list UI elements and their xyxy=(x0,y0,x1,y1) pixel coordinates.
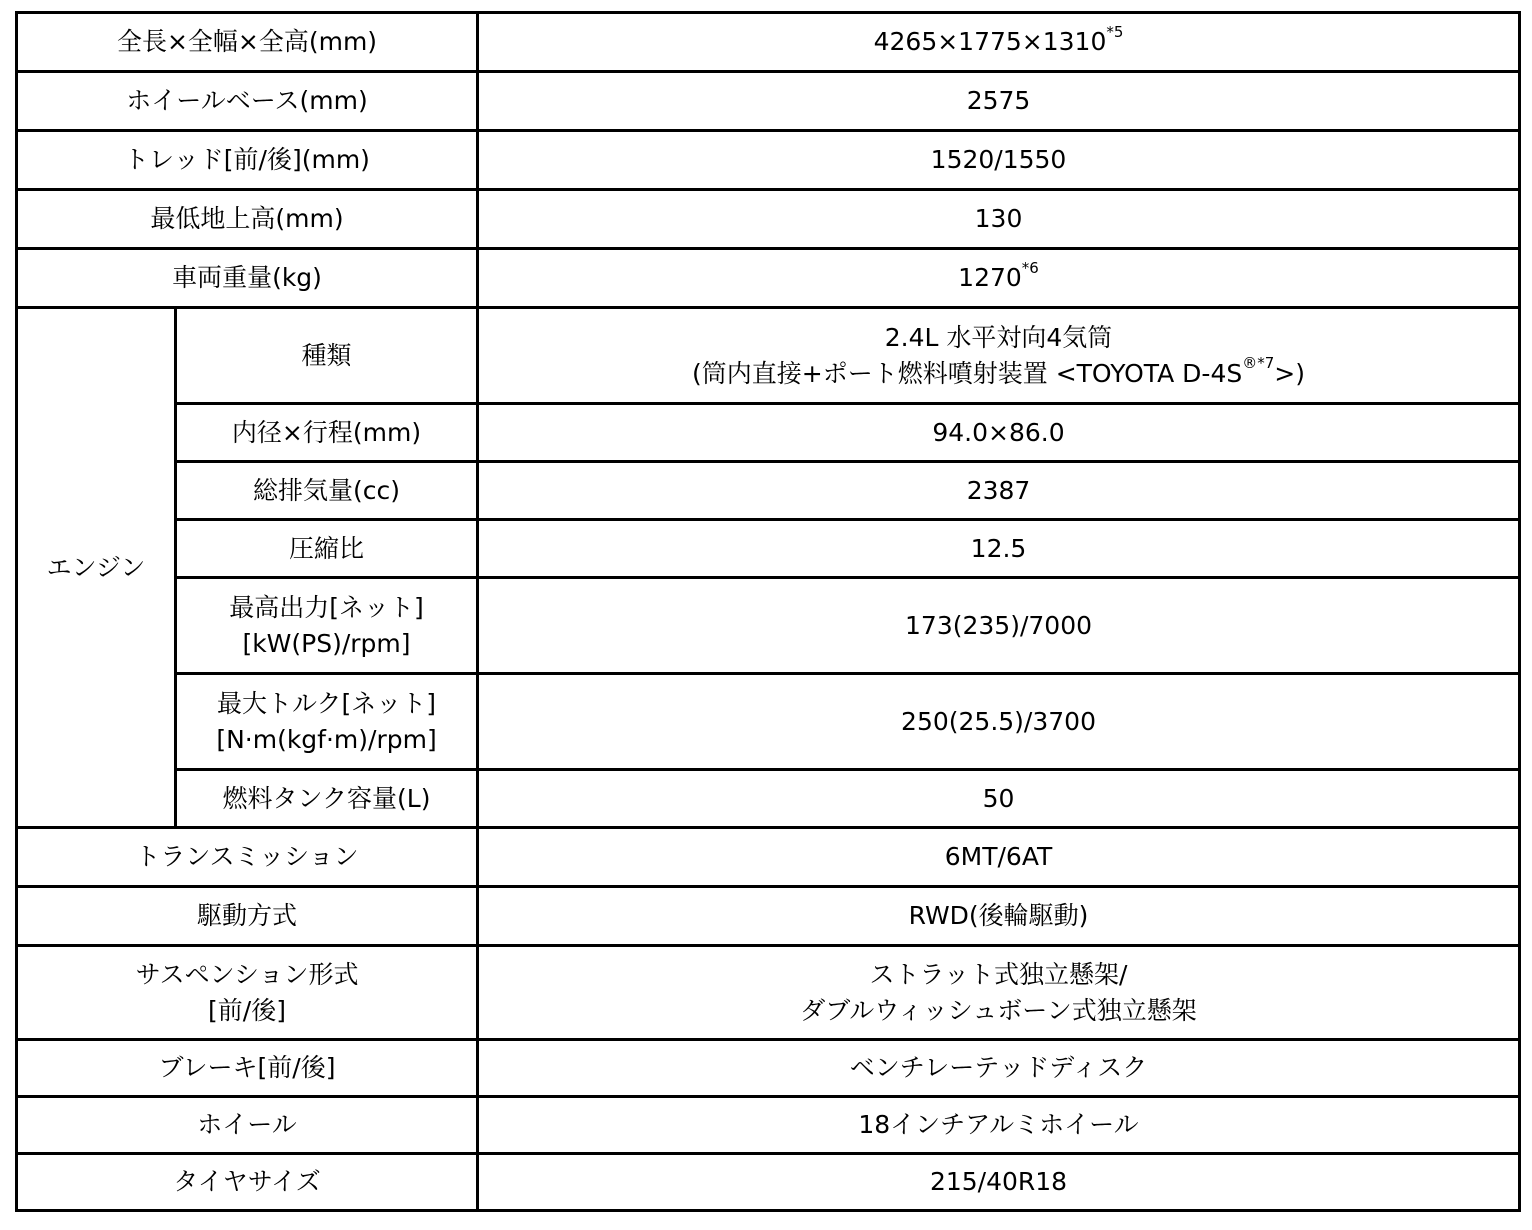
engine-type-value-line2 xyxy=(479,356,1518,392)
row-value xyxy=(478,520,1520,578)
bore-stroke-label: 内径×行程(mm) xyxy=(231,417,422,447)
row-label xyxy=(17,72,478,131)
row-value xyxy=(478,578,1520,674)
footnote-mark: *6 xyxy=(1021,258,1039,277)
footnote-mark: ®*7 xyxy=(1242,354,1275,373)
tread-value: 1520/1550 xyxy=(930,145,1067,174)
max-torque-label-line1: 最大トルク[ネット] xyxy=(217,688,437,718)
compression-label: 圧縮比 xyxy=(289,533,365,563)
row-value xyxy=(478,404,1520,462)
table-row xyxy=(17,946,1520,1040)
suspension-value-line2: ダブルウィッシュボーン式独立懸架 xyxy=(800,995,1197,1025)
row-label xyxy=(17,1154,478,1211)
row-value xyxy=(478,131,1520,190)
transmission-value: 6MT/6AT xyxy=(944,842,1053,871)
row-label xyxy=(176,674,478,770)
row-value xyxy=(478,887,1520,946)
wheelbase-value: 2575 xyxy=(966,86,1031,115)
table-row xyxy=(17,190,1520,249)
table-row xyxy=(17,578,1520,674)
table-row xyxy=(17,13,1520,72)
row-label xyxy=(17,131,478,190)
table-row xyxy=(17,404,1520,462)
ground-clearance-value: 130 xyxy=(974,204,1023,233)
row-label xyxy=(17,1097,478,1154)
brake-value: ベンチレーテッドディスク xyxy=(849,1053,1148,1082)
spec-table xyxy=(15,11,1521,1212)
row-label xyxy=(176,308,478,404)
wheelbase-label: ホイールベース(mm) xyxy=(126,86,368,115)
engine-type-value-line2-text: (筒内直接+ポート燃料噴射装置 <TOYOTA D-4S xyxy=(692,358,1243,388)
bore-stroke-value: 94.0×86.0 xyxy=(932,417,1065,447)
engine-type-label: 種類 xyxy=(301,340,352,370)
dimensions-value: 4265×1775×1310 xyxy=(873,27,1107,56)
engine-group-label xyxy=(17,308,176,828)
suspension-value-line1: ストラット式独立懸架/ xyxy=(869,959,1128,989)
engine-label: エンジン xyxy=(46,552,146,582)
weight-value: 1270 xyxy=(958,263,1022,292)
wheel-value: 18インチアルミホイール xyxy=(858,1110,1139,1139)
drive-label: 駆動方式 xyxy=(197,901,298,930)
row-value xyxy=(478,308,1520,404)
engine-type-value-line1: 2.4L 水平対向4気筒 xyxy=(884,322,1113,352)
brake-label: ブレーキ[前/後] xyxy=(158,1053,336,1082)
row-label xyxy=(17,1040,478,1097)
row-label xyxy=(17,13,478,72)
table-row xyxy=(17,249,1520,308)
row-value xyxy=(478,828,1520,887)
row-value xyxy=(478,249,1520,308)
row-value xyxy=(478,1040,1520,1097)
displacement-value: 2387 xyxy=(966,475,1031,505)
row-label xyxy=(176,578,478,674)
table-row xyxy=(17,462,1520,520)
table-row xyxy=(17,72,1520,131)
table-row xyxy=(17,674,1520,770)
compression-value: 12.5 xyxy=(970,533,1027,563)
table-row xyxy=(17,770,1520,828)
max-torque-label-line2: [N·m(kgf·m)/rpm] xyxy=(216,724,437,754)
table-row xyxy=(17,520,1520,578)
row-label xyxy=(176,404,478,462)
row-label xyxy=(17,190,478,249)
row-label xyxy=(176,770,478,828)
table-row xyxy=(17,1040,1520,1097)
max-torque-value: 250(25.5)/3700 xyxy=(901,706,1096,736)
weight-label: 車両重量(kg) xyxy=(172,263,322,292)
table-row xyxy=(17,828,1520,887)
engine-type-value-line2-end: >) xyxy=(1274,358,1305,388)
transmission-label: トランスミッション xyxy=(135,842,359,871)
row-label xyxy=(17,887,478,946)
tire-size-label: タイヤサイズ xyxy=(173,1167,321,1196)
ground-clearance-label: 最低地上高(mm) xyxy=(150,204,344,233)
row-value xyxy=(478,72,1520,131)
tire-size-value: 215/40R18 xyxy=(929,1167,1068,1196)
suspension-label-line2: [前/後] xyxy=(208,995,286,1025)
row-value xyxy=(478,1154,1520,1211)
table-row xyxy=(17,308,1520,404)
row-label xyxy=(17,249,478,308)
table-row xyxy=(17,887,1520,946)
dimensions-label: 全長×全幅×全高(mm) xyxy=(116,27,378,56)
wheel-label: ホイール xyxy=(197,1110,297,1139)
table-row xyxy=(17,131,1520,190)
table-row xyxy=(17,1154,1520,1211)
table-row xyxy=(17,1097,1520,1154)
row-value xyxy=(478,946,1520,1040)
row-value xyxy=(478,462,1520,520)
footnote-mark: *5 xyxy=(1106,22,1124,41)
row-value xyxy=(478,13,1520,72)
row-value xyxy=(478,190,1520,249)
row-label xyxy=(176,462,478,520)
tread-label: トレッド[前/後](mm) xyxy=(124,145,370,174)
row-value xyxy=(478,1097,1520,1154)
row-value xyxy=(478,674,1520,770)
row-label xyxy=(176,520,478,578)
row-label xyxy=(17,828,478,887)
fuel-tank-label: 燃料タンク容量(L) xyxy=(222,783,431,813)
suspension-label-line1: サスペンション形式 xyxy=(135,959,359,989)
fuel-tank-value: 50 xyxy=(982,783,1015,813)
row-value xyxy=(478,770,1520,828)
max-power-label-line1: 最高出力[ネット] xyxy=(229,592,424,622)
row-label xyxy=(17,946,478,1040)
displacement-label: 総排気量(cc) xyxy=(253,475,400,505)
max-power-value: 173(235)/7000 xyxy=(905,610,1093,640)
drive-value: RWD(後輪駆動) xyxy=(908,901,1089,930)
max-power-label-line2: [kW(PS)/rpm] xyxy=(242,628,411,658)
